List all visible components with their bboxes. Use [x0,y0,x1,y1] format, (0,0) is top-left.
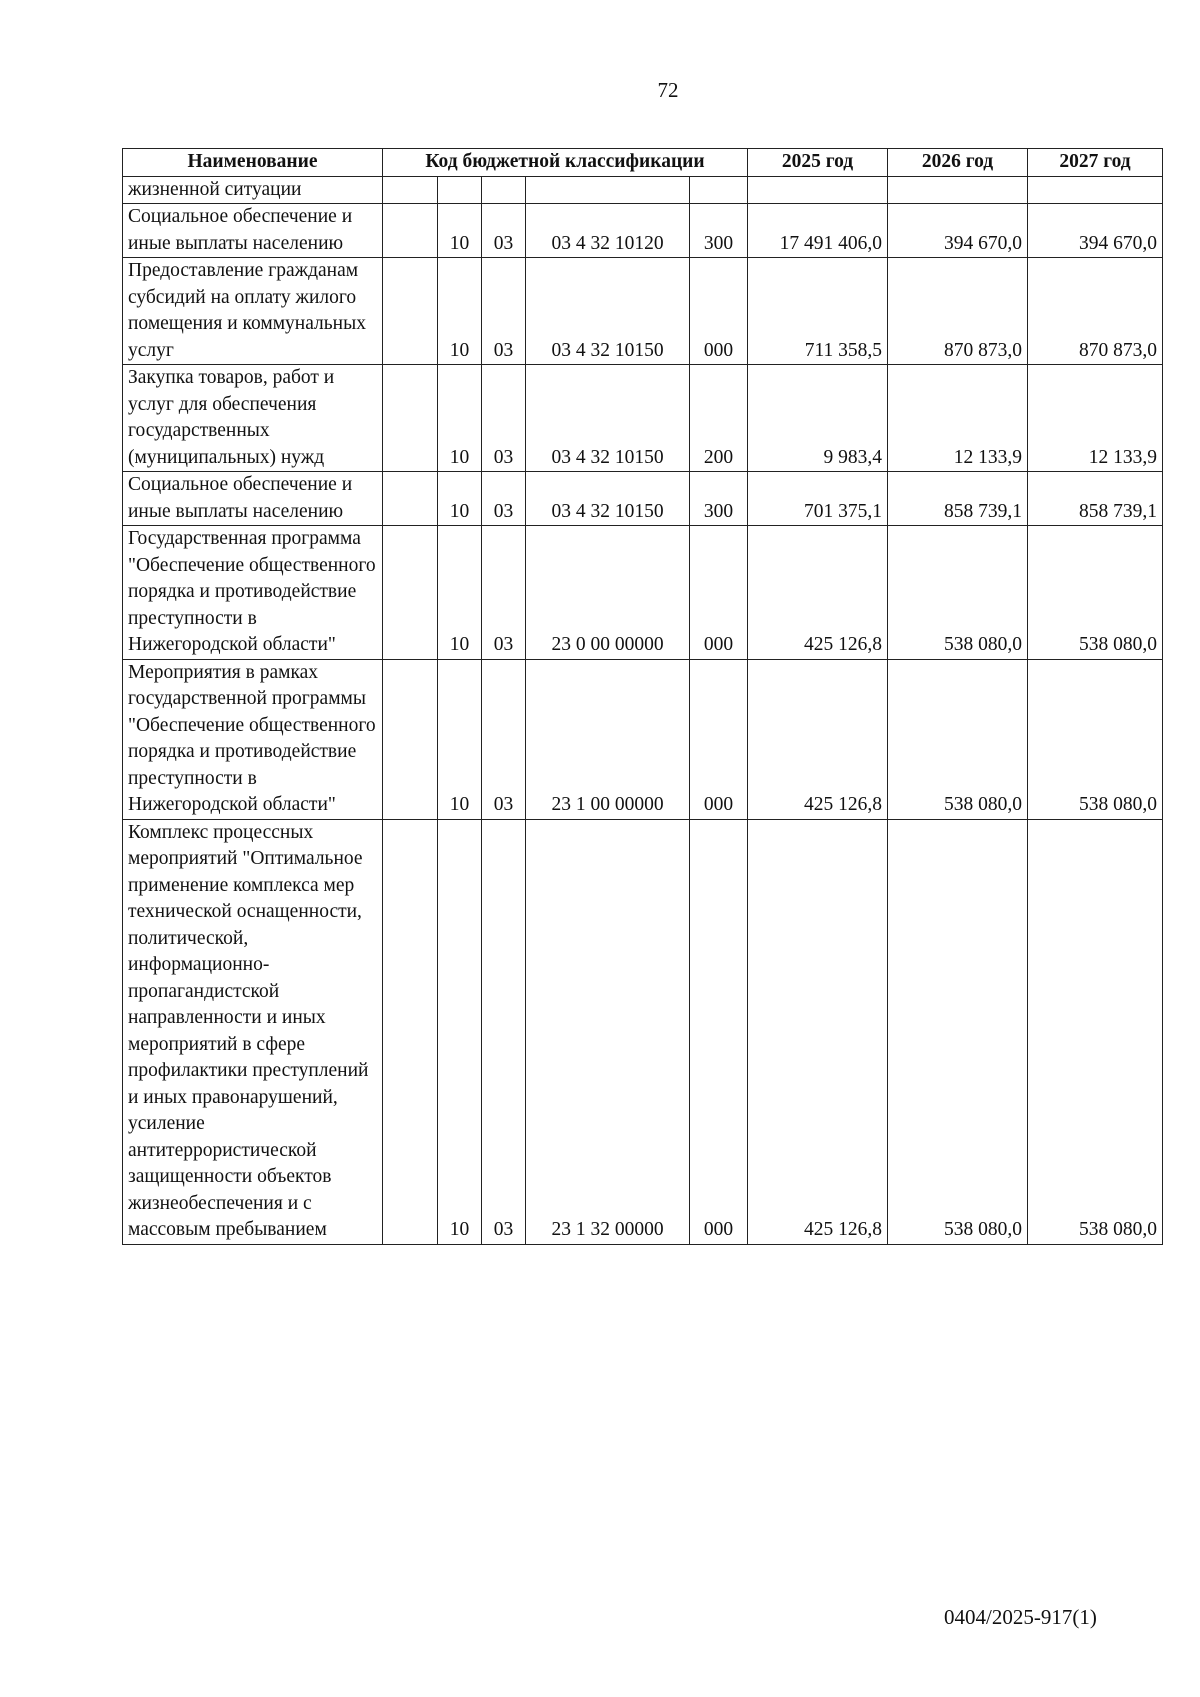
cell-code-expense-type: 200 [690,365,748,472]
cell-name: Социальное обеспечение и иные выплаты населению [123,472,383,526]
cell-2026: 394 670,0 [888,204,1028,258]
cell-2025: 425 126,8 [748,526,888,660]
cell-code-1 [383,819,438,1244]
table-row [123,258,1163,365]
cell-2025: 425 126,8 [748,819,888,1244]
cell-code-1 [383,472,438,526]
cell-code-1 [383,659,438,819]
page-number: 72 [657,78,679,102]
cell-code-section [438,176,482,204]
cell-2025: 425 126,8 [748,659,888,819]
cell-code-target: 03 4 32 10120 [526,204,690,258]
cell-code-expense-type [690,176,748,204]
header-name: Наименование [123,149,383,177]
cell-code-subsection [482,176,526,204]
cell-code-subsection: 03 [482,365,526,472]
cell-code-subsection: 03 [482,819,526,1244]
cell-code-1 [383,176,438,204]
cell-2027: 858 739,1 [1028,472,1163,526]
cell-code-subsection: 03 [482,204,526,258]
cell-code-expense-type: 000 [690,526,748,660]
cell-2027 [1028,176,1163,204]
cell-code-target: 23 1 32 00000 [526,819,690,1244]
cell-2025: 9 983,4 [748,365,888,472]
table-row [123,365,1163,472]
cell-2025: 17 491 406,0 [748,204,888,258]
cell-2026: 538 080,0 [888,526,1028,660]
cell-code-section: 10 [438,659,482,819]
cell-code-section: 10 [438,819,482,1244]
cell-code-subsection: 03 [482,258,526,365]
cell-code-subsection: 03 [482,659,526,819]
cell-code-target: 23 1 00 00000 [526,659,690,819]
cell-code-expense-type: 300 [690,204,748,258]
budget-table [122,148,1163,1245]
cell-2025 [748,176,888,204]
cell-code-1 [383,204,438,258]
table-row [123,472,1163,526]
cell-code-section: 10 [438,526,482,660]
cell-code-expense-type: 300 [690,472,748,526]
cell-2026 [888,176,1028,204]
cell-code-target: 23 0 00 00000 [526,526,690,660]
cell-code-expense-type: 000 [690,819,748,1244]
table-row [123,526,1163,660]
cell-name: Мероприятия в рамках государственной программы "Обеспечение общественного порядка и противодействие преступности в Нижегородской области" [123,659,383,819]
cell-code-target: 03 4 32 10150 [526,472,690,526]
cell-code-1 [383,258,438,365]
cell-name: Комплекс процессных мероприятий "Оптимальное применение комплекса мер технической оснащенности, политической, информационно-пропагандистской направленности и иных мероприятий в сфере профилактики преступлений и иных правонарушений, усиление антитеррористической защищенности объектов жизнеобеспечения и с массовым пребыванием [123,819,383,1244]
cell-2026: 538 080,0 [888,659,1028,819]
cell-code-target: 03 4 32 10150 [526,258,690,365]
table-row [123,659,1163,819]
cell-2027: 538 080,0 [1028,526,1163,660]
cell-2027: 870 873,0 [1028,258,1163,365]
header-2025: 2025 год [748,149,888,177]
cell-code-section: 10 [438,204,482,258]
cell-2025: 701 375,1 [748,472,888,526]
cell-name: Социальное обеспечение и иные выплаты населению [123,204,383,258]
cell-code-target [526,176,690,204]
cell-2026: 12 133,9 [888,365,1028,472]
cell-code-section: 10 [438,365,482,472]
cell-code-section: 10 [438,472,482,526]
cell-name: Закупка товаров, работ и услуг для обеспечения государственных (муниципальных) нужд [123,365,383,472]
cell-name: Предоставление гражданам субсидий на оплату жилого помещения и коммунальных услуг [123,258,383,365]
header-2026: 2026 год [888,149,1028,177]
table-row [123,176,1163,204]
cell-2027: 538 080,0 [1028,659,1163,819]
document-code: 0404/2025-917(1) [944,1605,1097,1629]
cell-code-1 [383,526,438,660]
cell-2027: 538 080,0 [1028,819,1163,1244]
cell-name: Государственная программа "Обеспечение общественного порядка и противодействие преступности в Нижегородской области" [123,526,383,660]
header-code: Код бюджетной классификации [383,149,748,177]
table-header-row [123,149,1163,177]
header-2027: 2027 год [1028,149,1163,177]
cell-code-subsection: 03 [482,526,526,660]
table-row [123,819,1163,1244]
cell-code-section: 10 [438,258,482,365]
table-row [123,204,1163,258]
cell-2027: 12 133,9 [1028,365,1163,472]
cell-2026: 858 739,1 [888,472,1028,526]
cell-code-target: 03 4 32 10150 [526,365,690,472]
cell-2026: 538 080,0 [888,819,1028,1244]
cell-2027: 394 670,0 [1028,204,1163,258]
cell-2025: 711 358,5 [748,258,888,365]
cell-code-1 [383,365,438,472]
cell-code-expense-type: 000 [690,258,748,365]
cell-code-expense-type: 000 [690,659,748,819]
cell-name: жизненной ситуации [123,176,383,204]
cell-2026: 870 873,0 [888,258,1028,365]
cell-code-subsection: 03 [482,472,526,526]
